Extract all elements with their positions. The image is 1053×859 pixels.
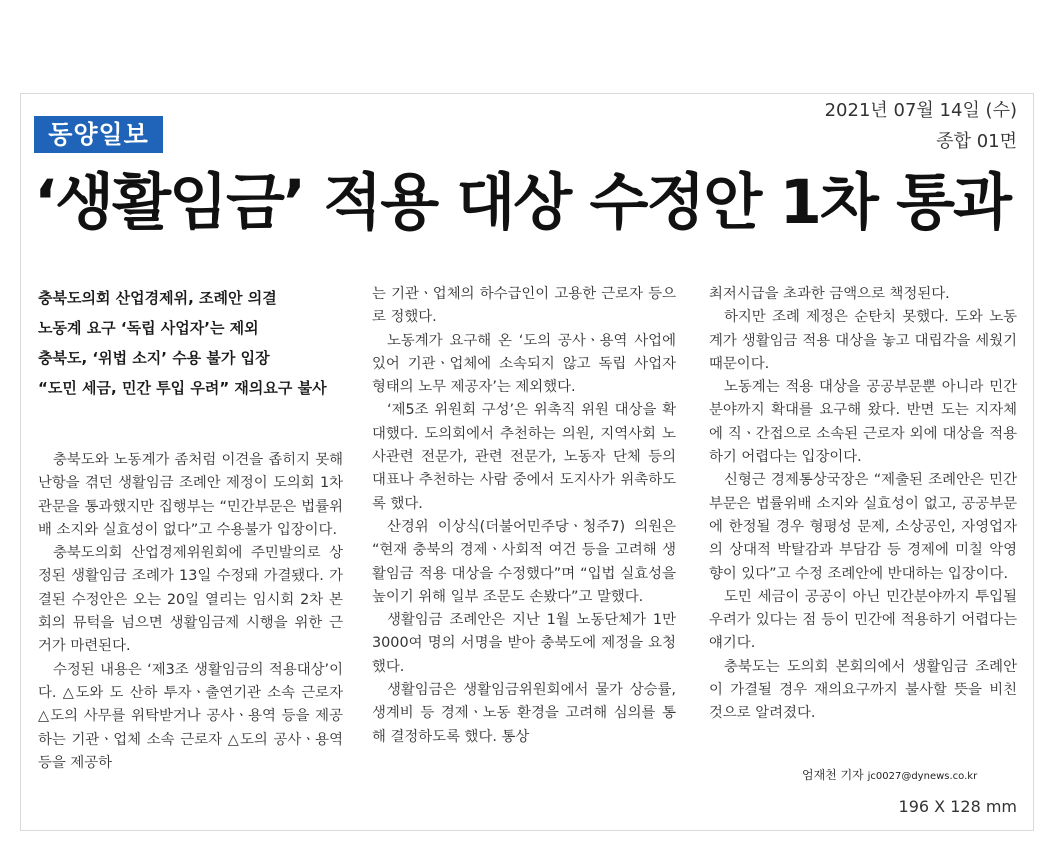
article-column-1 (38, 283, 343, 775)
paragraph: 충북도와 노동계가 좀처럼 이견을 좁히지 못해 난항을 겪던 생활임금 조례안 제정이 도의회 1차 관문을 통과했지만 집행부는 “민간부문은 법률위배 소지와 실효성이 없다”고 수용불가 입장이다. (38, 452, 343, 538)
byline (802, 766, 977, 783)
article-column-2 (372, 283, 676, 749)
paragraph: 노동계는 적용 대상을 공공부문뿐 아니라 민간분야까지 확대를 요구해 왔다. 반면 도는 지자체에 직ㆍ간접으로 소속된 근로자 외에 대상을 적용하기 어렵다는 입장이다. (709, 379, 1017, 466)
section-page: 종합 01면 (936, 131, 1017, 152)
subheadlines (38, 283, 343, 403)
paragraph: ‘제5조 위원회 구성’은 위촉직 위원 대상을 확대했다. 도의회에서 추천하는 의원, 지역사회 노사관련 전문가, 관련 전문가, 노동자 단체 등의 대표나 추천하는 사람 중에서 도지사가 위촉하도록 했다. (372, 402, 676, 512)
paragraph: 산경위 이상식(더불어민주당ㆍ청주7) 의원은 “현재 충북의 경제ㆍ사회적 여건 등을 고려해 생활임금 적용 대상을 수정했다”며 “입법 실효성을 높이기 위해 일부 조문도 손봤다”고 말했다. (372, 518, 676, 605)
paragraph: 최저시급을 초과한 금액으로 책정된다. (709, 286, 950, 302)
reporter-name: 엄재천 기자 (802, 768, 864, 782)
paragraph: 도민 세금이 공공이 아닌 민간분야까지 투입될 우려가 있다는 점 등이 민간에 적용하기 어렵다는 얘기다. (709, 588, 1017, 652)
paragraph: 생활임금 조례안은 지난 1월 노동단체가 1만3000여 명의 서명을 받아 충북도에 제정을 요청했다. (372, 612, 676, 675)
paragraph: 생활임금은 생활임금위원회에서 물가 상승률, 생계비 등 경제ㆍ노동 환경을 고려해 심의를 통해 결정하도록 했다. 통상 (372, 682, 676, 745)
paragraph: 충북도의회 산업경제위원회에 주민발의로 상정된 생활임금 조례가 13일 수정돼 가결됐다. 가결된 수정안은 오는 20일 열리는 임시회 2차 본회의 뮤턱을 넘으면 생활임금제 시행을 위한 근거가 마련된다. (38, 545, 343, 655)
newspaper-logo: 동양일보 (34, 116, 163, 153)
paragraph: 수정된 내용은 ‘제3조 생활임금의 적용대상’이다. △도와 도 산하 투자ㆍ출연기관 소속 근로자 △도의 사무를 위탁받거나 공사ㆍ용역 등을 제공하는 기관ㆍ업체 소속 근로자 △도의 공사ㆍ용역 등을 제공하 (38, 661, 343, 771)
reporter-email: jc0027@dynews.co.kr (867, 771, 978, 782)
subheadline: 충북도, ‘위법 소지’ 수용 불가 입장 (38, 349, 270, 367)
paragraph: 는 기관ㆍ업체의 하수급인이 고용한 근로자 등으로 정했다. (372, 286, 676, 326)
paragraph: 충북도는 도의회 본회의에서 생활임금 조례안이 가결될 경우 재의요구까지 불사할 뜻을 비친 것으로 알려졌다. (709, 658, 1017, 722)
subheadline: 충북도의회 산업경제위, 조례안 의결 (38, 289, 277, 307)
publication-date: 2021년 07월 14일 (수) (824, 100, 1017, 121)
subheadline: 노동계 요구 ‘독립 사업자’는 제외 (38, 319, 259, 337)
paragraph: 하지만 조례 제정은 순탄치 못했다. 도와 노동계가 생활임금 적용 대상을 놓고 대립각을 세웠기 때문이다. (709, 309, 1017, 372)
paragraph: 신형근 경제통상국장은 “제출된 조례안은 민간부문은 법률위배 소지와 실효성이 없고, 공공부문에 한정될 경우 형평성 문제, 소상공인, 자영업자의 상대적 박탈감과 부담감 등 경제에 미칠 악영향이 있다”고 수정 조례안에 반대하는 입장이다. (709, 472, 1017, 582)
paragraph: 노동계가 요구해 온 ‘도의 공사ㆍ용역 사업에 있어 기관ㆍ업체에 소속되지 않고 독립 사업자 형태의 노무 제공자’는 제외했다. (372, 332, 676, 396)
article-column-3 (709, 283, 1017, 726)
headline: ‘생활임금’ 적용 대상 수정안 1차 통과 (34, 167, 1010, 238)
clipping-size: 196 X 128 mm (898, 797, 1017, 816)
subheadline: “도민 세금, 민간 투입 우려” 재의요구 불사 (38, 379, 327, 397)
